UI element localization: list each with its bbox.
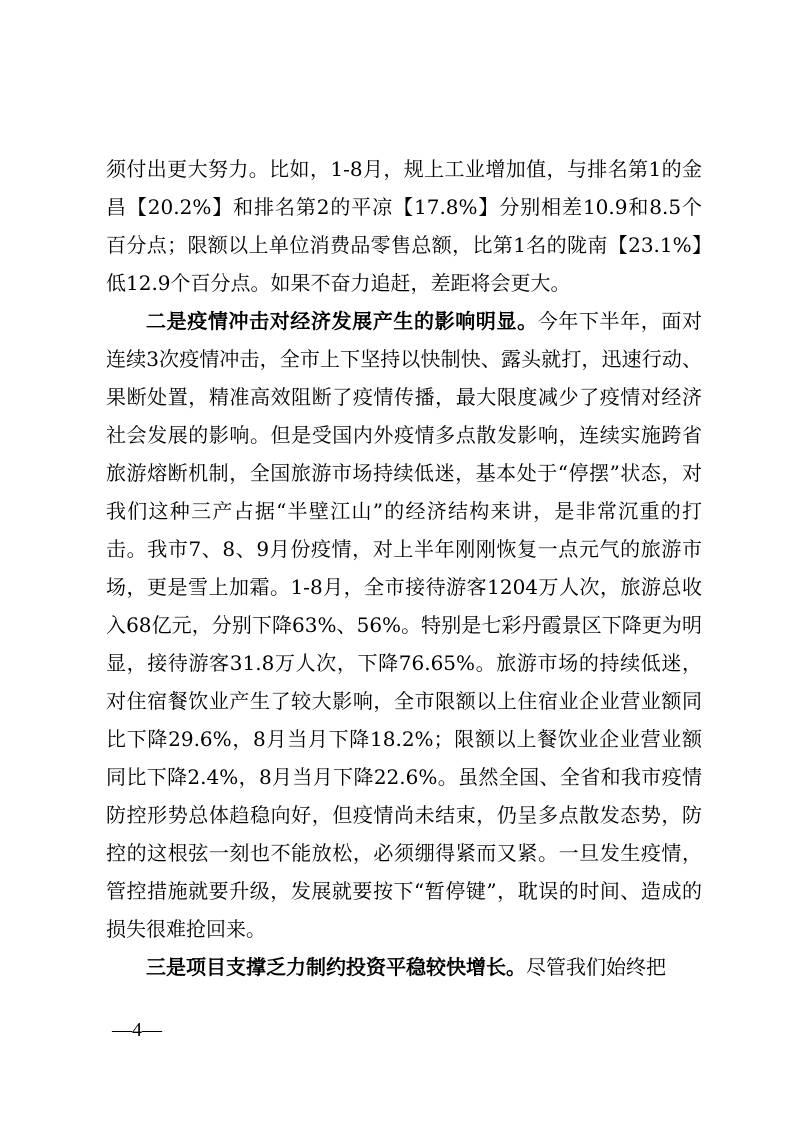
paragraph-text: 须付出更大努力。比如，1-8月，规上工业增加值，与排名第1的金昌【20.2%】和排名第2的平凉【17.8%】分别相差10.9和8.5个百分点；限额以上单位消费品零售总额，比第1名的陇南【23.1%】低12.9个百分点。如果不奋力追赶，差距将会更大。 [106, 157, 702, 295]
paragraph-text: 尽管我们始终把 [526, 955, 666, 979]
paragraph-epidemic-impact [106, 302, 702, 948]
paragraph-lead: 三是项目支撑乏力制约投资平稳较快增长。 [146, 955, 526, 979]
paragraph-project-support [106, 948, 702, 986]
page-number: —4— [112, 1019, 162, 1041]
paragraph-text: 今年下半年，面对连续3次疫情冲击，全市上下坚持以快制快、露头就打，迅速行动、果断处置，精准高效阻断了疫情传播，最大限度减少了疫情对经济社会发展的影响。但是受国内外疫情多点散发影响，连续实施跨省旅游熔断机制，全国旅游市场持续低迷，基本处于“停摆”状态，对我们这种三产占据“半壁江山”的经济结构来讲，是非常沉重的打击。我市7、8、9月份疫情，对上半年刚刚恢复一点元气的旅游市场，更是雪上加霜。1-8月，全市接待游客1204万人次，旅游总收入68亿元，分别下降63%、56%。特别是七彩丹霞景区下降更为明显，接待游客31.8万人次，下降76.65%。旅游市场的持续低迷，对住宿餐饮业产生了较大影响，全市限额以上住宿业企业营业额同比下降29.6%，8月当月下降18.2%；限额以上餐饮业企业营业额同比下降2.4%，8月当月下降22.6%。虽然全国、全省和我市疫情防控形势总体趋稳向好，但疫情尚未结束，仍呈多点散发态势，防控的这根弦一刻也不能放松，必须绷得紧而又紧。一旦发生疫情，管控措施就要升级，发展就要按下“暂停键”，耽误的时间、造成的损失很难抢回来。 [106, 309, 703, 941]
paragraph-lead: 二是疫情冲击对经济发展产生的影响明显。 [146, 309, 538, 333]
document-body [106, 150, 702, 986]
paragraph-continuation [106, 150, 702, 302]
